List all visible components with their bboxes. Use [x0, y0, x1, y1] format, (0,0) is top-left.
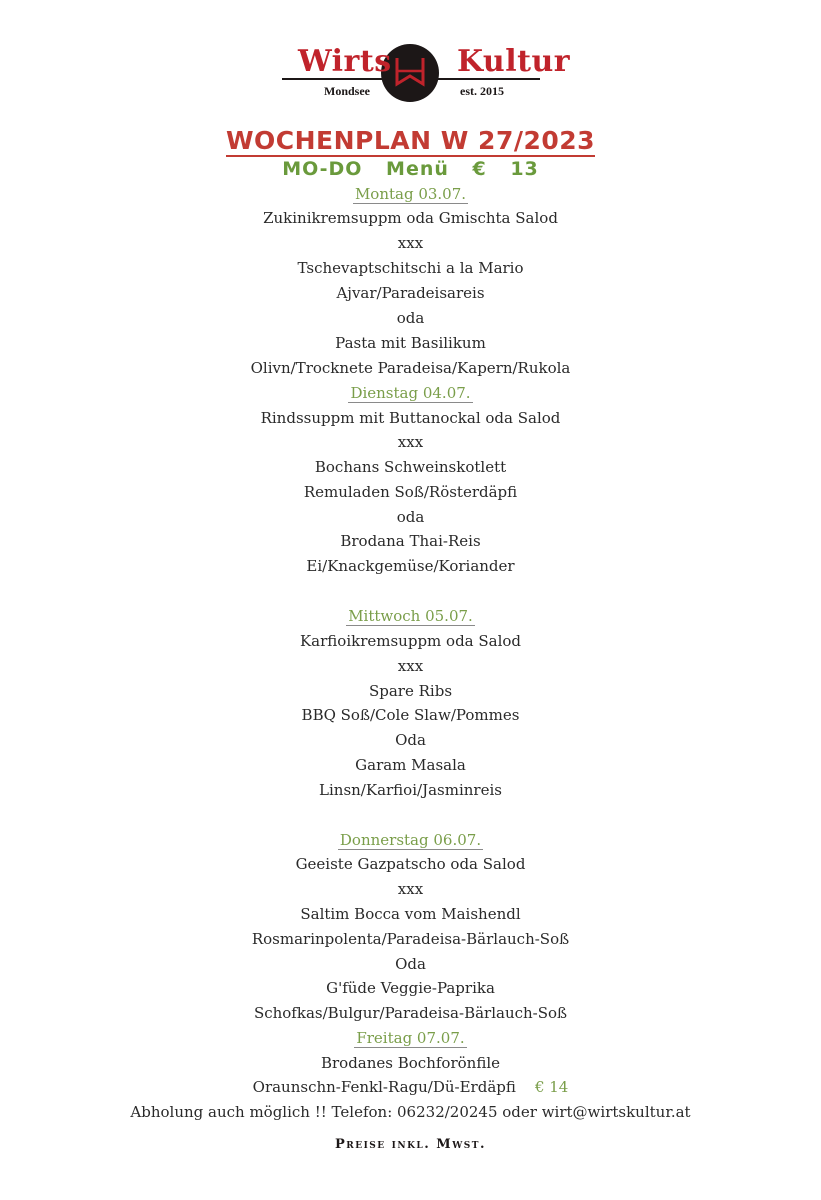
- day-heading-thursday: Donnerstag 06.07.: [339, 831, 482, 849]
- vat-note: Preise inkl. Mwst.: [334, 1137, 487, 1152]
- menu-line: Bochans Schweinskotlett: [314, 458, 507, 476]
- day-heading-monday: Montag 03.07.: [354, 185, 467, 203]
- day-heading-wednesday: Mittwoch 05.07.: [348, 607, 473, 625]
- menu-line: xxx: [397, 433, 424, 451]
- menu-line: Rindssuppm mit Buttanockal oda Salod: [260, 409, 561, 427]
- menu-line: Ei/Knackgemüse/Koriander: [306, 557, 515, 575]
- menu-line: xxx: [397, 657, 424, 675]
- menu-line: Karfioikremsuppm oda Salod: [299, 632, 522, 650]
- menu-line: Saltim Bocca vom Maishendl: [300, 905, 521, 923]
- menu-line: G'füde Veggie-Paprika: [326, 979, 495, 997]
- day-heading-tuesday: Dienstag 04.07.: [350, 384, 471, 402]
- day-heading-friday: Freitag 07.07.: [356, 1029, 465, 1047]
- menu-line: Oda: [395, 731, 426, 749]
- menu-line: Remuladen Soß/Rösterdäpfi: [303, 483, 518, 501]
- pickup-contact-note: Abholung auch möglich !! Telefon: 06232/20245 oder wirt@wirtskultur.at: [130, 1103, 691, 1121]
- menu-price-subtitle: MO-DO Menü € 13: [282, 158, 539, 180]
- menu-line: Garam Masala: [355, 756, 466, 774]
- menu-line: Oda: [395, 955, 426, 973]
- wirtskultur-logo: [280, 40, 571, 112]
- menu-line: Olivn/Trocknete Paradeisa/Kapern/Rukola: [250, 359, 571, 377]
- menu-line: Brodana Thai-Reis: [340, 532, 481, 550]
- menu-line: Zukinikremsuppm oda Gmischta Salod: [263, 209, 558, 227]
- logo-word-wirts: Wirts: [298, 44, 392, 79]
- menu-line: xxx: [397, 880, 424, 898]
- menu-line-with-price: [0, 1077, 821, 1097]
- menu-line: Rosmarinpolenta/Paradeisa-Bärlauch-Soß: [251, 930, 570, 948]
- wk-monogram-icon: [391, 54, 429, 92]
- menu-line: xxx: [397, 234, 424, 252]
- menu-line: Schofkas/Bulgur/Paradeisa-Bärlauch-Soß: [253, 1004, 568, 1022]
- menu-line: oda: [396, 508, 425, 526]
- menu-line: Oraunschn-Fenkl-Ragu/Dü-Erdäpfi: [252, 1078, 516, 1096]
- menu-line: BBQ Soß/Cole Slaw/Pommes: [301, 706, 520, 724]
- menu-line: oda: [396, 309, 425, 327]
- menu-line: Ajvar/Paradeisareis: [336, 284, 485, 302]
- logo-word-kultur: Kultur: [457, 44, 571, 79]
- friday-price: € 14: [534, 1078, 569, 1096]
- menu-line: Pasta mit Basilikum: [335, 334, 486, 352]
- menu-line: Brodanes Bochforönfile: [320, 1054, 500, 1072]
- logo-place: Mondsee: [324, 84, 370, 98]
- menu-line: Geeiste Gazpatscho oda Salod: [295, 855, 526, 873]
- page-title: WOCHENPLAN W 27/2023: [225, 126, 596, 155]
- menu-line: Spare Ribs: [368, 682, 453, 700]
- logo-established: est. 2015: [460, 84, 504, 98]
- menu-line: Linsn/Karfioi/Jasminreis: [319, 781, 502, 799]
- menu-line: Tschevaptschitschi a la Mario: [297, 259, 524, 277]
